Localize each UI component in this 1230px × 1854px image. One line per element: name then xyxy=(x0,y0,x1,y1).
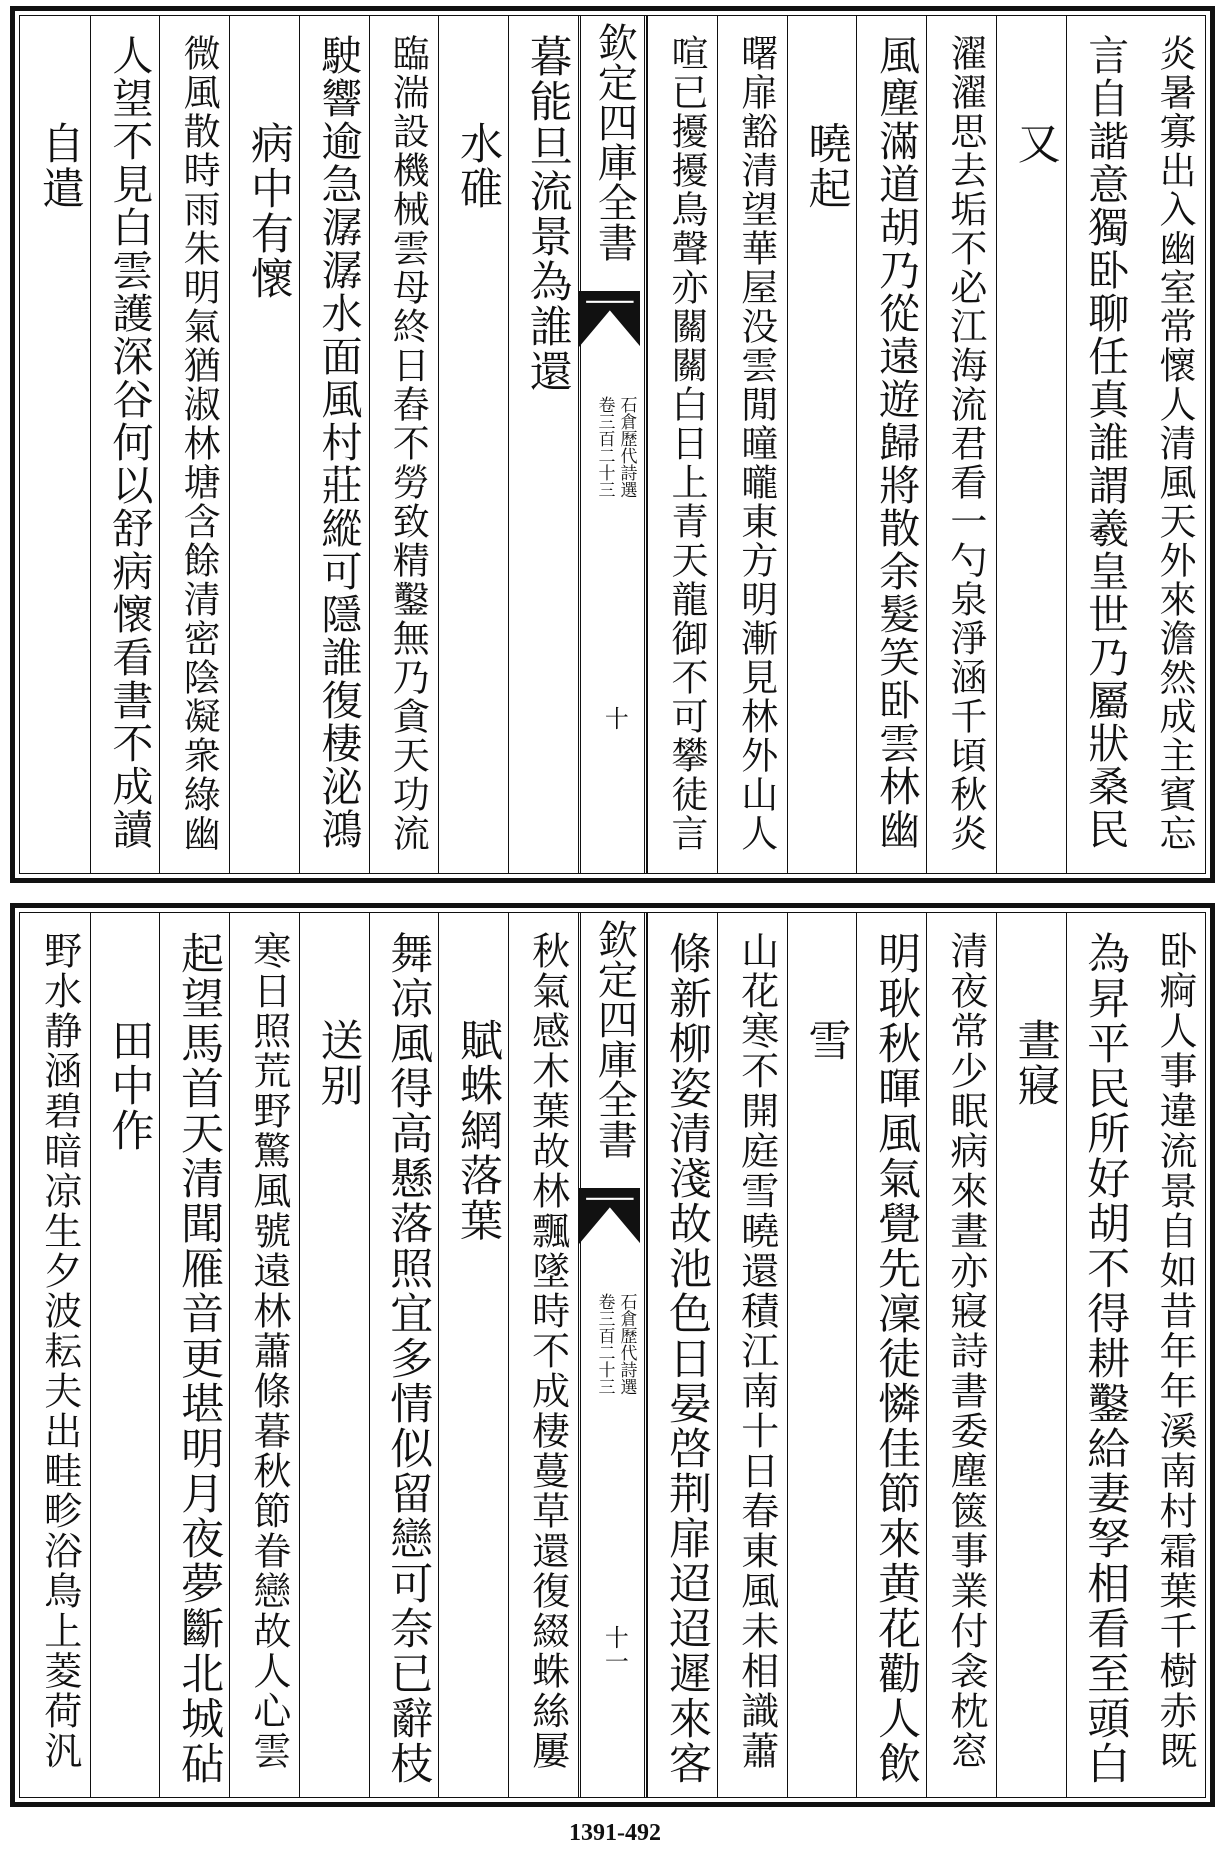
text-column xyxy=(90,16,160,873)
text-column xyxy=(926,16,996,873)
verse-line: 曙扉豁清望華屋没雲閒曈曨東方明漸見林外山人 xyxy=(734,34,778,853)
text-column xyxy=(159,16,229,873)
text-column xyxy=(20,913,90,1797)
text-column xyxy=(717,16,787,873)
verse-line: 明耿秋暉風氣覺先凜徒憐佳節來黄花勸人飲 xyxy=(871,931,922,1786)
verse-line: 人望不見白雲護深谷何以舒病懷看書不成讀 xyxy=(105,34,154,851)
verse-line: 暮能旦流景為誰還 xyxy=(522,34,573,394)
volume-number: 卷三百二十三 xyxy=(594,1293,615,1395)
verse-line: 微風散時雨朱明氣猶淑林塘含餘清密陰凝衆綠幽 xyxy=(177,34,221,853)
poem-title-column xyxy=(299,913,369,1797)
book-title: 欽定四庫全書 xyxy=(591,22,638,262)
verse-line: 清夜常少眠病來晝亦寢詩書委塵篋事業付衾枕窓 xyxy=(943,931,988,1771)
poem-title: 雪 xyxy=(801,1018,852,1063)
poem-title-column xyxy=(20,16,90,873)
text-column xyxy=(508,913,578,1797)
poem-title-column xyxy=(996,16,1066,873)
verse-line: 秋氣感木葉故林飄墜時不成棲蔓草還復綴蛛絲屢 xyxy=(525,931,570,1771)
verse-line: 舞凉風得高懸落照宜多情似留戀可奈已辭枝 xyxy=(383,931,434,1786)
upper-page xyxy=(10,6,1215,883)
poem-title-column xyxy=(787,16,857,873)
poem-title: 送别 xyxy=(313,1018,364,1108)
poem-title: 自遣 xyxy=(34,121,85,211)
poem-title: 水碓 xyxy=(452,121,503,211)
verse-line: 寒日照荒野驚風號遠林蕭條暮秋節眷戀故人心雲 xyxy=(246,931,291,1771)
verse-line: 駛響逾急潺潺水面風村莊縱可隱誰復棲泌鴻 xyxy=(314,34,363,851)
book-title: 欽定四庫全書 xyxy=(591,919,638,1159)
poem-title: 病中有懷 xyxy=(243,121,294,301)
verse-line: 炎暑寡出入幽室常懷人清風天外來澹然成主賓忘 xyxy=(1152,34,1196,853)
text-column xyxy=(159,913,229,1797)
text-column xyxy=(1135,16,1205,873)
text-column xyxy=(1066,16,1136,873)
poem-title-column xyxy=(787,913,857,1797)
verse-line: 野水静涵碧暗凉生夕波耘夫出畦畛浴鳥上菱荷汎 xyxy=(37,931,82,1771)
verse-line: 風塵滿道胡乃從遠遊歸將散余髮笑卧雲林幽 xyxy=(872,34,921,851)
poem-title-column xyxy=(229,16,299,873)
verse-line: 山花寒不開庭雪曉還積江南十日春東風未相識蕭 xyxy=(734,931,779,1771)
text-column xyxy=(856,16,926,873)
center-column xyxy=(578,913,648,1797)
poem-title-column xyxy=(90,913,160,1797)
volume-number: 卷三百二十三 xyxy=(594,396,615,498)
anthology-name: 石倉歷代詩選 xyxy=(616,1293,637,1395)
text-column xyxy=(1066,913,1136,1797)
poem-title: 又 xyxy=(1010,121,1061,166)
text-column xyxy=(647,16,717,873)
text-column xyxy=(508,16,578,873)
verse-line: 言自諧意獨卧聊任真誰謂羲皇世乃屬狀桑民 xyxy=(1081,34,1130,851)
fishtail-ornament-icon xyxy=(579,291,641,347)
lower-page xyxy=(10,903,1215,1807)
verse-line: 起望馬首天清聞雁音更堪明月夜夢斷北城砧 xyxy=(174,931,225,1786)
poem-title: 晝寢 xyxy=(1010,1018,1061,1108)
text-column xyxy=(647,913,717,1797)
anthology-name: 石倉歷代詩選 xyxy=(616,396,637,498)
upper-page-frame xyxy=(19,15,1206,874)
text-column xyxy=(717,913,787,1797)
verse-line: 條新柳姿清淺故池色日晏啓荆扉迢迢遲來客 xyxy=(662,931,713,1786)
poem-title: 曉起 xyxy=(801,121,852,211)
text-column xyxy=(369,913,439,1797)
page-number-footer: 1391-492 xyxy=(569,1820,661,1846)
verse-line: 卧痾人事違流景自如昔年年溪南村霜葉千樹赤既 xyxy=(1152,931,1197,1771)
text-column xyxy=(229,913,299,1797)
poem-title: 田中作 xyxy=(104,1018,155,1153)
poem-title-column xyxy=(438,913,508,1797)
text-column xyxy=(1135,913,1205,1797)
verse-line: 濯濯思去垢不必江海流君看一勺泉淨涵千頃秋炎 xyxy=(943,34,987,853)
text-column xyxy=(299,16,369,873)
verse-line: 喧已擾擾鳥聲亦關關白日上青天龍御不可攀徒言 xyxy=(665,34,709,853)
folio-number: 十 xyxy=(600,706,629,730)
fishtail-ornament-icon xyxy=(579,1188,641,1244)
folio-number: 十一 xyxy=(600,1625,629,1673)
verse-line: 臨湍設機械雲母終日舂不勞致精鑿無乃貪天功流 xyxy=(386,34,430,853)
text-column xyxy=(856,913,926,1797)
poem-title-column xyxy=(438,16,508,873)
poem-title-column xyxy=(996,913,1066,1797)
center-column xyxy=(578,16,648,873)
poem-title: 賦蛛網落葉 xyxy=(452,1018,503,1243)
verse-line: 為昇平民所好胡不得耕鑿給妻孥相看至頭白 xyxy=(1080,931,1131,1786)
text-column xyxy=(926,913,996,1797)
lower-page-frame xyxy=(19,912,1206,1798)
text-column xyxy=(369,16,439,873)
